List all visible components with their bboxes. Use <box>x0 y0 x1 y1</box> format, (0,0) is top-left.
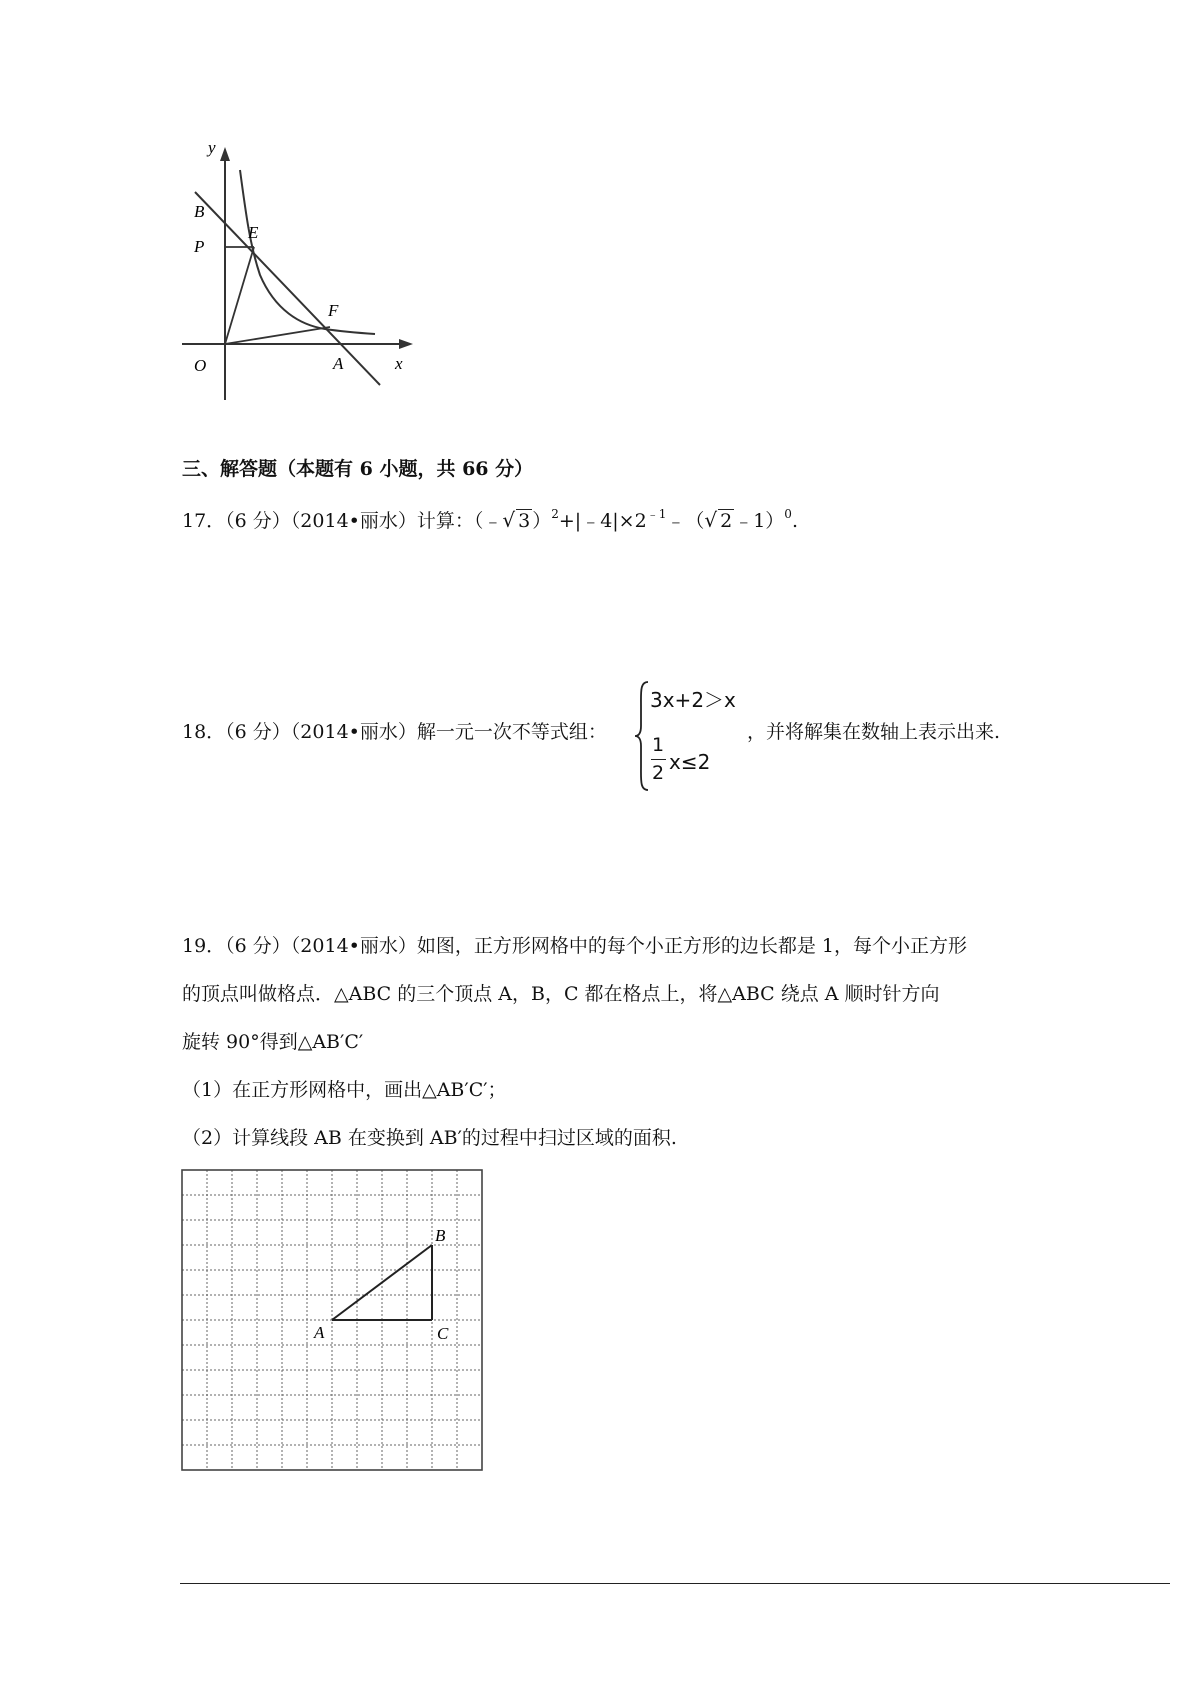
label-o: O <box>194 356 207 375</box>
segment-oe <box>225 247 254 344</box>
sqrt-3: √ 3 <box>502 508 531 532</box>
question-19-part-1: （1）在正方形网格中，画出△AB′C′； <box>182 1079 507 1101</box>
x-axis-arrow <box>399 339 413 349</box>
question-19-line-2: 的顶点叫做格点．△ABC 的三个顶点 A，B，C 都在格点上，将△ABC 绕点 A 顺时针方向 <box>182 983 940 1005</box>
q17-mid: +|﹣4|×2 <box>558 510 647 532</box>
label-b: B <box>194 202 205 221</box>
question-18-suffix: ，并将解集在数轴上表示出来. <box>747 721 1001 743</box>
fraction-denominator: 2 <box>651 762 665 784</box>
question-19-line-1: 19．（6 分）（2014•丽水）如图，正方形网格中的每个小正方形的边长都是 1，每个小正方形 <box>182 935 967 957</box>
q17-exp-0: 0 <box>784 507 792 521</box>
label-f: F <box>328 301 339 320</box>
label-y: y <box>208 138 216 157</box>
q17-exp-2: 2 <box>551 507 559 521</box>
fraction-numerator: 1 <box>651 734 665 756</box>
y-axis-arrow <box>220 147 230 161</box>
line-ab <box>195 192 380 385</box>
label-a: A <box>333 354 344 373</box>
question-18-prefix: 18．（6 分）（2014•丽水）解一元一次不等式组： <box>182 721 607 743</box>
sqrt-2: √ 2 <box>704 508 733 532</box>
label-p: P <box>194 237 205 256</box>
section-title: 三、解答题（本题有 6 小题，共 66 分） <box>182 458 534 480</box>
segment-of <box>225 327 330 344</box>
inequality-1: 3x+2＞x <box>650 688 736 712</box>
q17-mid2: ﹣（ <box>666 510 705 532</box>
label-e: E <box>248 223 259 242</box>
grid-label-a: A <box>314 1323 325 1342</box>
question-19-line-3: 旋转 90°得到△AB′C′ <box>182 1031 364 1053</box>
question-19-part-2: （2）计算线段 AB 在变换到 AB′的过程中扫过区域的面积. <box>182 1127 677 1149</box>
question-17: 17．（6 分）（2014•丽水）计算：（﹣√ 3 ）$^2+|﹣4|\times 2^{﹣1}﹣(√$ 2 ﹣1）$^0$. <box>182 507 798 532</box>
fraction-bar <box>651 759 666 760</box>
inequality-system <box>634 680 744 800</box>
side-ab <box>332 1245 432 1320</box>
square-grid-figure <box>180 1168 485 1473</box>
coordinate-figure <box>170 135 430 410</box>
q17-end: . <box>791 510 798 532</box>
inequality-2-rest: x≤2 <box>669 750 711 774</box>
q17-exp-neg1: ﹣1 <box>646 507 667 521</box>
q17-mid3: ﹣1） <box>734 510 785 532</box>
grid-label-b: B <box>435 1226 446 1245</box>
grid-label-c: C <box>437 1324 449 1343</box>
left-brace <box>634 680 650 792</box>
q17-prefix: 17．（6 分）（2014•丽水）计算：（﹣ <box>182 510 503 532</box>
label-x: x <box>395 354 403 373</box>
footer-rule <box>180 1583 1170 1584</box>
